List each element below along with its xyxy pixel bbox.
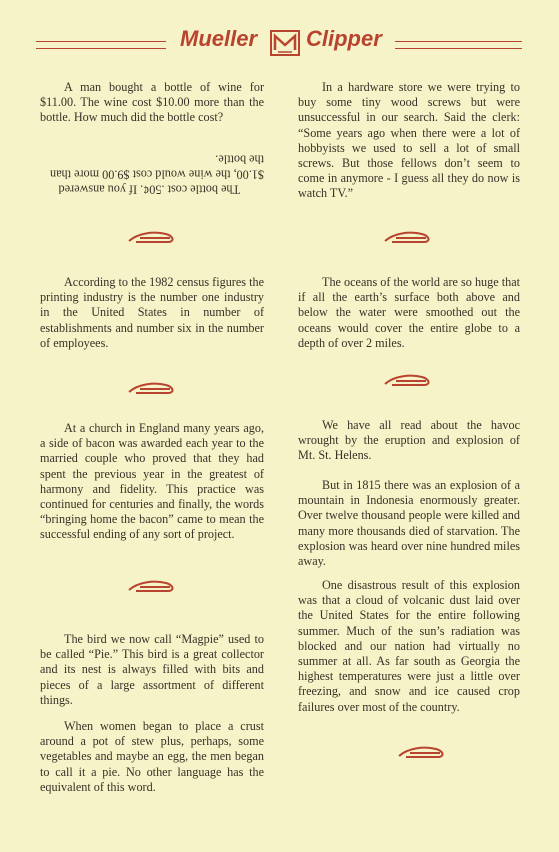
wine-answer: The bottle cost .50¢. If you answered $1.00, the wine would cost $9.00 more than the bottle. (50, 152, 264, 197)
indonesia-explosion-note: But in 1815 there was an explosion of a mountain in Indonesia enormously greater. Over twelve thousand people were killed and many more thousands died of starvation. The explosion was heard over nine hundred miles away. (298, 478, 520, 569)
mt-st-helens-intro: We have all read about the havoc wrought by the eruption and explosion of Mt. St. Helens. (298, 418, 520, 463)
paper-clip-icon (382, 372, 434, 388)
census-note: According to the 1982 census figures the printing industry is the number one industry in the United States in number of establishments and number six in the number of employees. (40, 275, 264, 350)
magpie-note: The bird we now call “Magpie” used to be called “Pie.” This bird is a great collector and its nest is always filled with bits and pieces of a large assortment of different things. (40, 632, 264, 707)
paper-clip-icon (126, 229, 178, 245)
paper-clip-icon (126, 380, 178, 396)
brand-name-clipper: Clipper (306, 26, 382, 51)
volcanic-dust-note: One disastrous result of this explosion was that a cloud of volcanic dust laid over the United States for the entire following summer. Much of the sun’s radiation was blocked and our nation had virtually no summer at all. As far south as Georgia the highest temperatures were just a little over freezing, and snow and ice caused crop failures over most of the country. (298, 578, 520, 714)
paper-clip-icon (396, 744, 448, 760)
masthead-rule-right (395, 41, 522, 49)
masthead-rule-left (36, 41, 166, 49)
pie-note: When women began to place a crust around a pot of stew plus, perhaps, some vegetables and maybe an egg, the men began to call it a pie. No other language has the equivalent of this word. (40, 719, 264, 794)
masthead (0, 22, 559, 62)
brand-name-mueller: Mueller (180, 26, 258, 51)
mueller-m-logo-icon (270, 30, 300, 56)
paper-clip-icon (126, 578, 178, 594)
screws-note: In a hardware store we were trying to buy some tiny wood screws but were unsuccessful in our search. Said the clerk: “Some years ago when there were a lot of hobbyists we used to sell a lot of small screws. But those fellows don’t seem to come in anymore - I guess all they do now is watch TV.” (298, 80, 520, 201)
paper-clip-icon (382, 229, 434, 245)
wine-question: A man bought a bottle of wine for $11.00. The wine cost $10.00 more than the bottle. How much did the bottle cost? (40, 80, 264, 125)
bacon-note: At a church in England many years ago, a side of bacon was awarded each year to the married couple who proved that they had spent the previous year in the greatest of harmony and fidelity. This practice was continued for centuries and finally, the words “bringing home the bacon” came to mean the successful ending of any sort of project. (40, 421, 264, 542)
oceans-note: The oceans of the world are so huge that if all the earth’s surface both above and below the water were smoothed out the oceans would cover the entire globe to a depth of over 2 miles. (298, 275, 520, 350)
